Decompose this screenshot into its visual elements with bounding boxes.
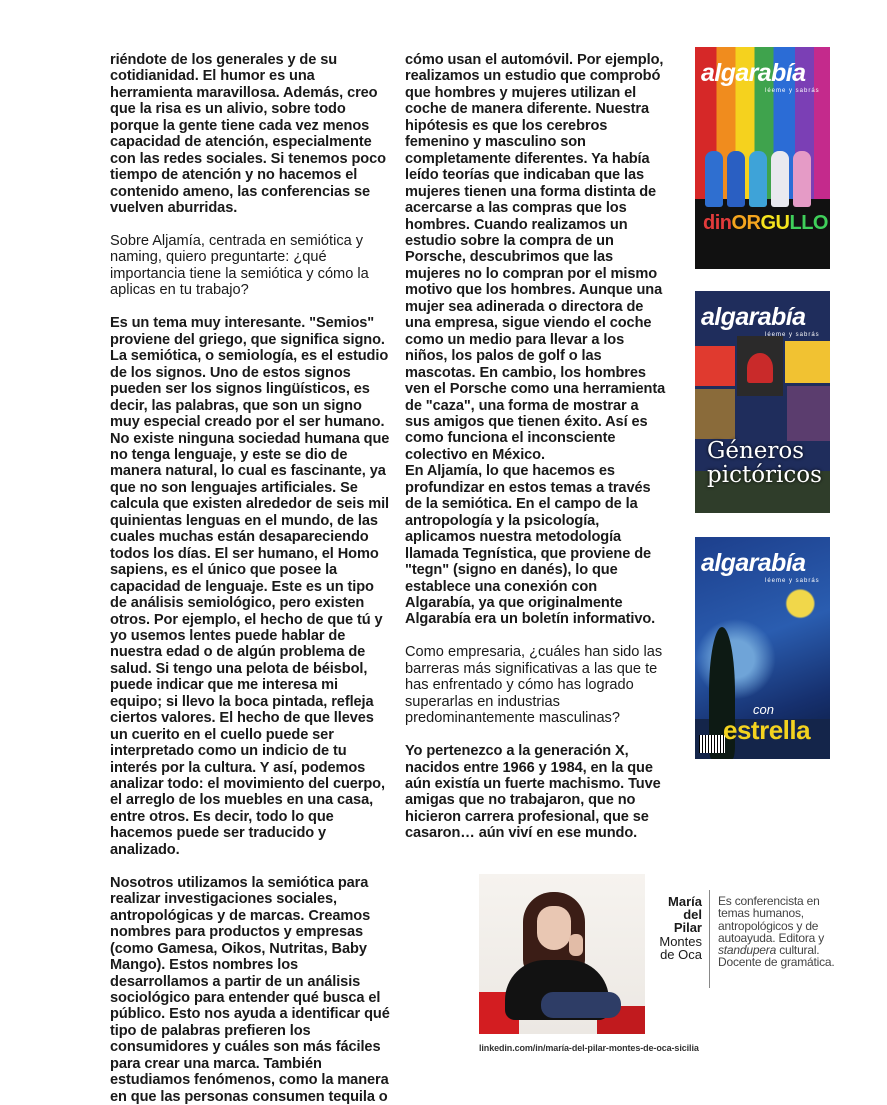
answer-paragraph: cómo usan el automóvil. Por ejemplo, realizamos un estudio que comprobó que hombres y mujeres utilizan el coche de manera diferente. Nuestra hipótesis es que los cerebros femenino y masculino son completamente diferentes. Ya había leído teorías que indicaban que las mujeres tienen una forma distinta de acercarse a las compras que los hombres. Cuando realizamos un estudio sobre la compra de un Porsche, descubrimos que las mujeres no lo compran por el mismo motivo que los hombres. Aunque una mujer sea adinerada o directora de una empresa, sigue viendo el coche como un medio para llevar a los niños, los palos de golf o las mascotas. En cambio, los hombres ven el Porsche como una herramienta de "caza", una forma de mostrar a sus amigos que tienen éxito. Así es como funciona el inconsciente colectivo en México. (405, 52, 666, 463)
article-column-1 (110, 52, 393, 1105)
cover-tagline: léeme y sabrás (765, 332, 820, 338)
author-name: María del Pilar Montes de Oca (659, 894, 702, 962)
cover-title: estrella (723, 715, 811, 745)
dinosaur-figure (727, 151, 745, 207)
dinosaur-figure (793, 151, 811, 207)
answer-paragraph: En Aljamía, lo que hacemos es profundizar en estos temas a través de la semiótica. En el campo de la antropología y la psicología, aplicamos nuestra metodología llamada Tegnística, que proviene de "tegn" (signo en danés), lo que establece una conexión con Algarabía, ya que originalmente Algarabía era un boletín informativo. (405, 463, 656, 628)
cover-tagline: léeme y sabrás (765, 88, 820, 94)
author-jeans (541, 992, 621, 1018)
answer-paragraph: Nosotros utilizamos la semiótica para realizar investigaciones sociales, antropológicas y de marcas. Creamos nombres para productos y empresas (como Gamesa, Oikos, Nutritas, Baby Mango). Estos nombres los desarrollamos a partir de un análisis sociológico para entender qué busca el público. Esto nos ayuda a identificar qué tipo de palabras prefieren los consumidores y cuáles son más fáciles para crear una marca. También estudiamos fenómenos, como la manera en que las personas consumen tequila o (110, 874, 390, 1105)
cover-title: dinORGULLO (703, 212, 828, 234)
painting-block (695, 346, 735, 386)
author-bio: Es conferencista en temas humanos, antropológicos y de autoayuda. Editora y standupera cultural. Docente de gramática. (718, 894, 835, 970)
cover-logo: algarabía (701, 303, 806, 331)
painting-block (785, 341, 830, 383)
magazine-cover-con-estrella (695, 537, 830, 759)
author-hand (569, 934, 583, 956)
answer-paragraph: Yo pertenezco a la generación X, nacidos entre 1966 y 1984, en la que aún existía un fuerte machismo. Tuve amigas que no trabajaron, que no hicieron carrera profesional, que se casaron… aún viví en ese mundo. (405, 743, 661, 842)
cover-logo: algarabía (701, 549, 806, 577)
cover-title: Géneros pictóricos (707, 438, 822, 488)
answer-paragraph: Es un tema muy interesante. "Semios" proviene del griego, que significa signo. La semiótica, o semiología, es el estudio de los signos. Uno de estos signos pueden ser los signos lingüísticos, es decir, las palabras, que son un signo muy especial creado por el ser humano. No existe ninguna sociedad humana que no tenga lenguaje, y este se dio de manera natural, lo cual es fascinante, ya que no son lenguajes artificiales. Se calcula que existen alrededor de seis mil quinientas lenguas en el mundo, de las cuales muchas están desapareciendo todos los días. El ser humano, el Homo sapiens, es el único que posee la capacidad de lenguaje. Este es un tipo de análisis semiológico, pero existen otros. Por ejemplo, el hecho de que tú y yo usemos lentes puede hablar de nuestra edad o de algún problema de salud. Si tengo una pelota de béisbol, puede indicar que me interesa mi equipo; si llevo la boca pintada, refleja ciertos valores. El hecho de que lleves un cuerito en el cuello puede ser interpretado como un indicio de tu interés por la cultura. Y así, podemos analizar todo: el movimiento del cuerpo, el arreglo de los muebles en una casa, entre otros. Es decir, todo lo que hacemos puede ser traducido y analizado. (110, 315, 390, 858)
cover-tagline: léeme y sabrás (765, 578, 820, 584)
painting-block (787, 386, 830, 441)
article-column-2 (405, 52, 667, 858)
answer-paragraph: riéndote de los generales y de su cotidianidad. El humor es una herramienta maravillosa. Además, creo que la risa es un alivio, sobre todo porque la gente tiene cada vez menos capacidad de atención, especialmente con las redes sociales. Si tenemos poco tiempo de atención y no hacemos el contenido ameno, las conferencias se vuelven aburridas. (110, 52, 386, 217)
painting-block (747, 353, 773, 383)
dinosaur-figure (749, 151, 767, 207)
magazine-cover-dinorgullo (695, 47, 830, 269)
cover-logo: algarabía (701, 59, 806, 87)
magazine-cover-generos-pictoricos (695, 291, 830, 513)
author-photo (479, 874, 645, 1034)
dinosaur-figure (705, 151, 723, 207)
barcode (699, 735, 725, 753)
linkedin-link[interactable]: linkedin.com/in/maría-del-pilar-montes-de-oca-sicilia (479, 1043, 699, 1053)
cover-title-small: con (753, 702, 774, 717)
question-paragraph: Sobre Aljamía, centrada en semiótica y naming, quiero preguntarte: ¿qué importancia tiene la semiótica y cómo la aplicas en tu trabajo? (110, 233, 369, 299)
author-face (537, 906, 571, 950)
dinosaur-figure (771, 151, 789, 207)
question-paragraph: Como empresaria, ¿cuáles han sido las barreras más significativas a las que te has enfrentado y cómo has logrado superarlas en industrias predominantemente masculinas? (405, 644, 663, 727)
painting-block (695, 389, 735, 439)
divider (709, 890, 710, 988)
